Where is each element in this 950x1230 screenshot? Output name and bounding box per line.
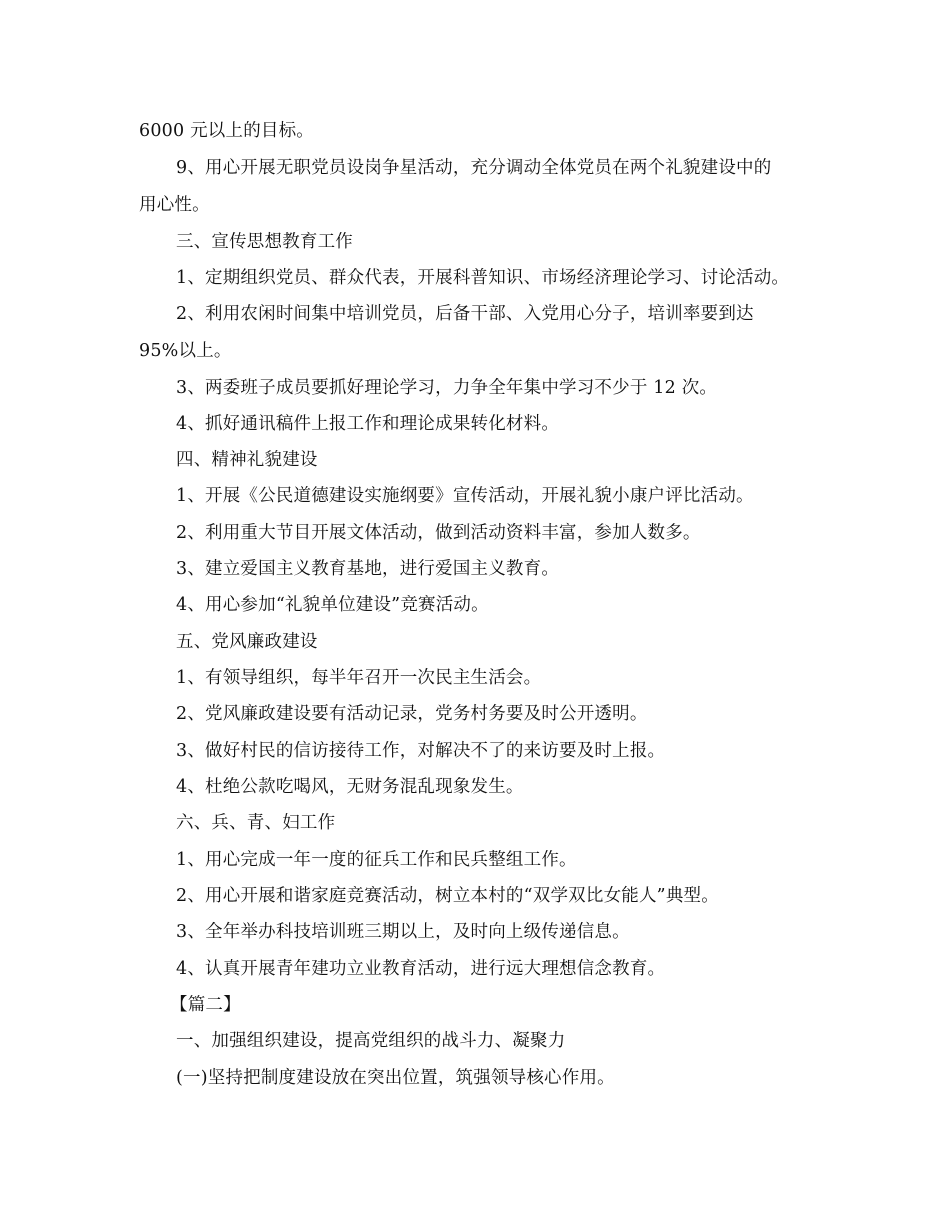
list-item: 3、全年举办科技培训班三期以上，及时向上级传递信息。 bbox=[176, 922, 630, 942]
list-item: 3、建立爱国主义教育基地，进行爱国主义教育。 bbox=[176, 559, 560, 579]
section-heading-1: 一、加强组织建设，提高党组织的战斗力、凝聚力 bbox=[176, 1031, 566, 1051]
list-item: 3、两委班子成员要抓好理论学习，力争全年集中学习不少于 12 次。 bbox=[176, 378, 718, 398]
text-line: 6000 元以上的目标。 bbox=[139, 121, 314, 141]
list-item: 4、抓好通讯稿件上报工作和理论成果转化材料。 bbox=[176, 414, 560, 434]
section-heading-6: 六、兵、青、妇工作 bbox=[176, 813, 336, 833]
list-item: 3、做好村民的信访接待工作，对解决不了的来访要及时上报。 bbox=[176, 741, 666, 761]
text-line: 95%以上。 bbox=[139, 341, 232, 361]
list-item: 2、利用重大节目开展文体活动，做到活动资料丰富，参加人数多。 bbox=[176, 523, 701, 543]
list-item: 2、用心开展和谐家庭竞赛活动，树立本村的“双学双比女能人”典型。 bbox=[176, 886, 719, 906]
section-heading-3: 三、宣传思想教育工作 bbox=[176, 232, 353, 252]
list-item: 2、党风廉政建设要有活动记录，党务村务要及时公开透明。 bbox=[176, 704, 648, 724]
subsection-heading: (一)坚持把制度建设放在突出位置，筑强领导核心作用。 bbox=[176, 1068, 615, 1088]
list-item: 4、认真开展青年建功立业教育活动，进行远大理想信念教育。 bbox=[176, 959, 666, 979]
text-line: 用心性。 bbox=[139, 195, 210, 215]
list-item: 4、用心参加“礼貌单位建设”竞赛活动。 bbox=[176, 595, 489, 615]
part-heading: 【篇二】 bbox=[170, 995, 241, 1015]
list-item: 2、利用农闲时间集中培训党员，后备干部、入党用心分子，培训率要到达 bbox=[176, 304, 754, 324]
list-item: 1、有领导组织，每半年召开一次民主生活会。 bbox=[176, 668, 542, 688]
list-item: 1、定期组织党员、群众代表，开展科普知识、市场经济理论学习、讨论活动。 bbox=[176, 268, 790, 288]
list-item: 1、用心完成一年一度的征兵工作和民兵整组工作。 bbox=[176, 850, 577, 870]
list-item: 1、开展《公民道德建设实施纲要》宣传活动，开展礼貌小康户评比活动。 bbox=[176, 486, 754, 506]
list-item-9: 9、用心开展无职党员设岗争星活动，充分调动全体党员在两个礼貌建设中的 bbox=[176, 158, 772, 178]
section-heading-5: 五、党风廉政建设 bbox=[176, 632, 318, 652]
section-heading-4: 四、精神礼貌建设 bbox=[176, 450, 318, 470]
list-item: 4、杜绝公款吃喝风，无财务混乱现象发生。 bbox=[176, 777, 524, 797]
